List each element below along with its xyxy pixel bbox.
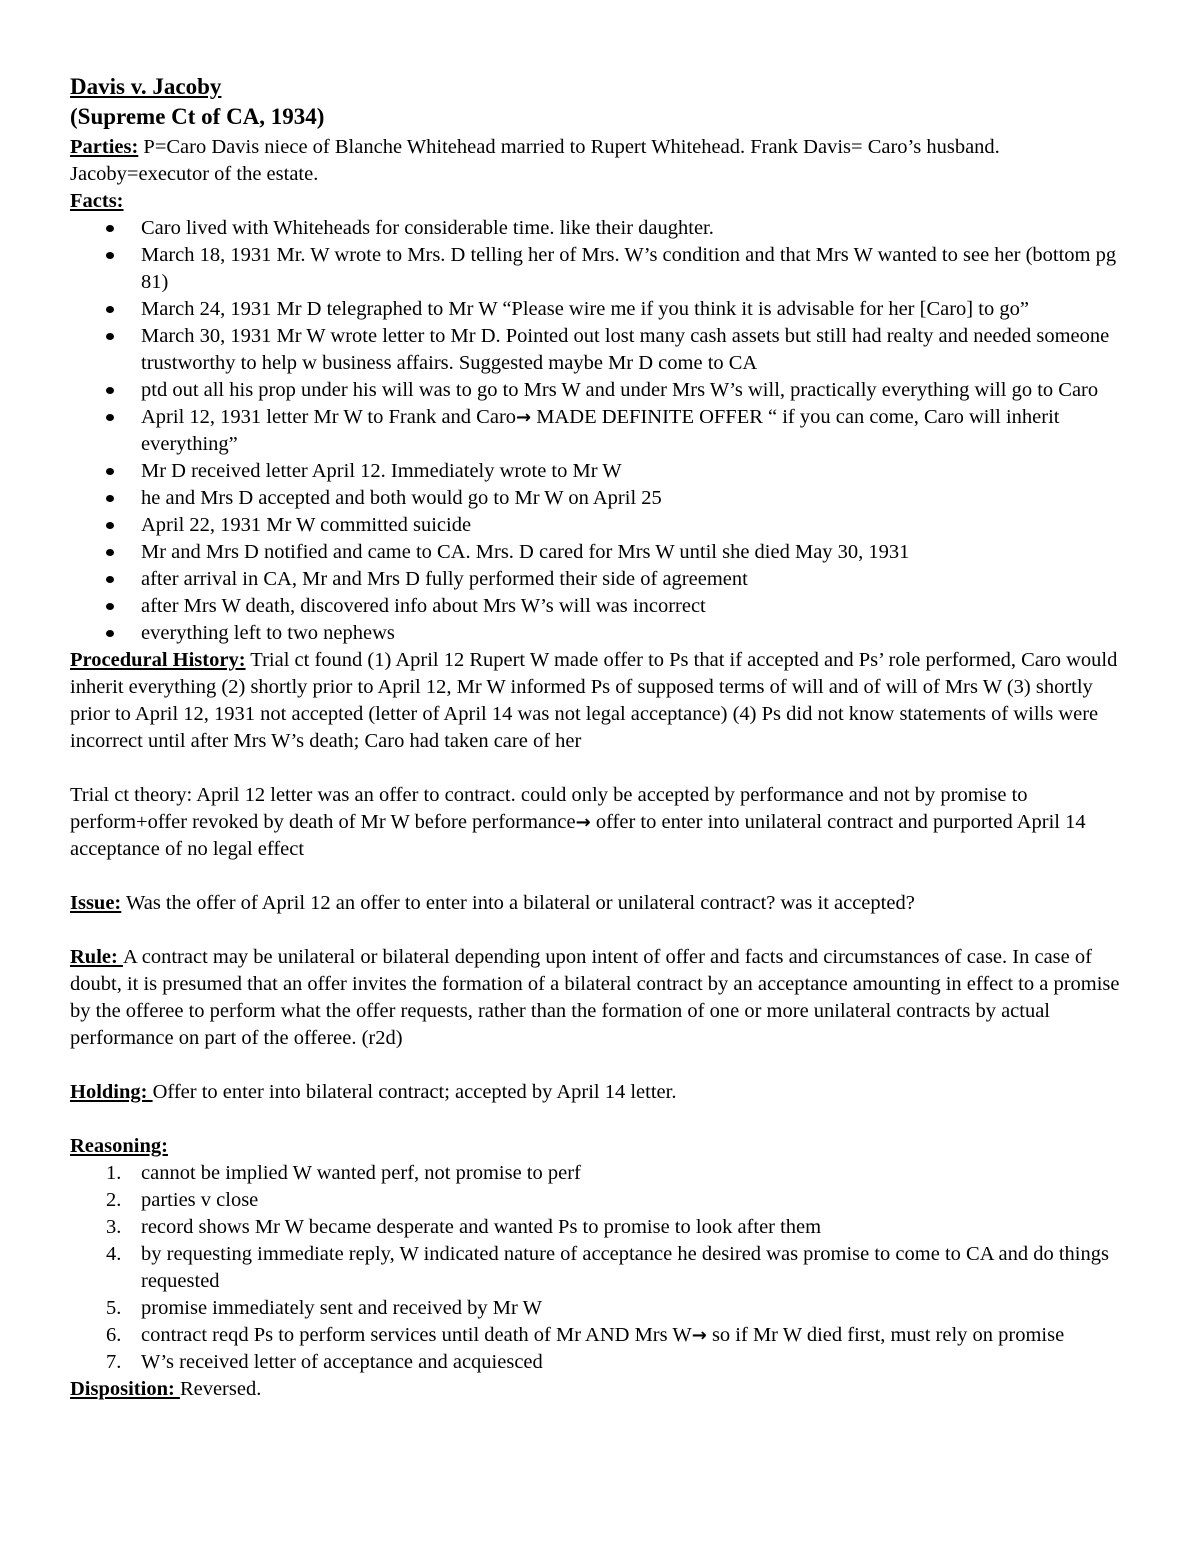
rule-label: Rule: <box>70 946 123 968</box>
procedural-history-section <box>70 647 1130 755</box>
list-item: 2. parties v close <box>106 1189 259 1211</box>
procedural-history-label: Procedural History: <box>70 649 246 671</box>
rule-section <box>70 944 1130 1052</box>
parties-section <box>70 134 1130 188</box>
reasoning-heading <box>70 1133 1130 1160</box>
holding-text: Offer to enter into bilateral contract; accepted by April 14 letter. <box>152 1081 677 1103</box>
list-item: after Mrs W death, discovered info about Mrs W’s will was incorrect <box>70 593 1130 620</box>
list-item: 3. record shows Mr W became desperate and wanted Ps to promise to look after them <box>106 1216 822 1238</box>
list-item: 4. by requesting immediate reply, W indicated nature of acceptance he desired was promise to come to CA and do things requested <box>106 1243 1109 1292</box>
disposition-label: Disposition: <box>70 1378 180 1400</box>
disposition-section <box>70 1376 1130 1403</box>
bullet-icon <box>106 387 114 394</box>
issue-section <box>70 890 1130 917</box>
bullet-icon <box>106 522 114 529</box>
bullet-icon <box>106 306 114 313</box>
bullet-icon <box>106 414 114 421</box>
bullet-icon <box>106 468 114 475</box>
list-item: April 22, 1931 Mr W committed suicide <box>70 512 1130 539</box>
holding-label: Holding: <box>70 1081 153 1103</box>
parties-text: P=Caro Davis niece of Blanche Whitehead married to Rupert Whitehead. Frank Davis= Caro’s husband. Jacoby=executor of the estate. <box>70 136 1000 185</box>
right-arrow-icon: → <box>691 1325 707 1346</box>
facts-list <box>70 215 1130 647</box>
holding-section <box>70 1079 1130 1106</box>
right-arrow-icon: → <box>516 407 532 428</box>
list-item: 1. cannot be implied W wanted perf, not promise to perf <box>106 1162 581 1184</box>
list-item: March 30, 1931 Mr W wrote letter to Mr D. Pointed out lost many cash assets but still had realty and needed someone trustworthy to help w business affairs. Suggested maybe Mr D come to CA <box>70 323 1130 377</box>
facts-heading <box>70 188 1130 215</box>
bullet-icon <box>106 333 114 340</box>
case-title: Davis v. Jacoby <box>70 74 222 99</box>
facts-label: Facts: <box>70 190 124 212</box>
list-item: ptd out all his prop under his will was to go to Mrs W and under Mrs W’s will, practically everything will go to Caro <box>70 377 1130 404</box>
list-item: April 12, 1931 letter Mr W to Frank and Caro→ MADE DEFINITE OFFER “ if you can come, Caro will inherit everything” <box>70 404 1130 458</box>
bullet-icon <box>106 252 114 259</box>
list-item: 5. promise immediately sent and received by Mr W <box>106 1297 542 1319</box>
list-item: March 24, 1931 Mr D telegraphed to Mr W “Please wire me if you think it is advisable for her [Caro] to go” <box>70 296 1130 323</box>
list-item: 7. W’s received letter of acceptance and acquiesced <box>106 1351 543 1373</box>
court-line: (Supreme Ct of CA, 1934) <box>70 104 325 129</box>
list-item: Mr D received letter April 12. Immediately wrote to Mr W <box>70 458 1130 485</box>
bullet-icon <box>106 225 114 232</box>
issue-text: Was the offer of April 12 an offer to enter into a bilateral or unilateral contract? was it accepted? <box>121 892 915 914</box>
list-item: Caro lived with Whiteheads for considerable time. like their daughter. <box>70 215 1130 242</box>
rule-text: A contract may be unilateral or bilateral depending upon intent of offer and facts and circumstances of case. In case of doubt, it is presumed that an offer invites the formation of a bilateral contract by an acceptance amounting in effect to a promise by the offeree to perform what the offer requests, rather than the formation of one or more unilateral contracts by actual performance on part of the offeree. (r2d) <box>70 946 1120 1049</box>
right-arrow-icon: → <box>575 812 591 833</box>
trial-theory-section: Trial ct theory: April 12 letter was an offer to contract. could only be accepted by performance and not by promise to perform+offer revoked by death of Mr W before performance→ offer to enter into unilateral contract and purported April 14 acceptance of no legal effect <box>70 784 1086 860</box>
list-item: March 18, 1931 Mr. W wrote to Mrs. D telling her of Mrs. W’s condition and that Mrs W wanted to see her (bottom pg 81) <box>70 242 1130 296</box>
list-item: Mr and Mrs D notified and came to CA. Mrs. D cared for Mrs W until she died May 30, 1931 <box>70 539 1130 566</box>
bullet-icon <box>106 630 114 637</box>
issue-label: Issue: <box>70 892 122 914</box>
reasoning-label: Reasoning: <box>70 1135 168 1157</box>
bullet-icon <box>106 576 114 583</box>
list-item: everything left to two nephews <box>70 620 1130 647</box>
list-item: after arrival in CA, Mr and Mrs D fully performed their side of agreement <box>70 566 1130 593</box>
list-item: 6. contract reqd Ps to perform services until death of Mr AND Mrs W→ so if Mr W died first, must rely on promise <box>106 1324 1065 1346</box>
list-item: he and Mrs D accepted and both would go to Mr W on April 25 <box>70 485 1130 512</box>
parties-label: Parties: <box>70 136 139 158</box>
bullet-icon <box>106 603 114 610</box>
reasoning-list <box>70 1160 1130 1376</box>
bullet-icon <box>106 495 114 502</box>
disposition-text: Reversed. <box>179 1378 262 1400</box>
bullet-icon <box>106 549 114 556</box>
procedural-history-text: Trial ct found (1) April 12 Rupert W made offer to Ps that if accepted and Ps’ role performed, Caro would inherit everything (2) shortly prior to April 12, Mr W informed Ps of supposed terms of will and of will of Mrs W (3) shortly prior to April 12, 1931 not accepted (letter of April 14 was not legal acceptance) (4) Ps did not know statements of wills were incorrect until after Mrs W’s death; Caro had taken care of her <box>70 649 1118 752</box>
